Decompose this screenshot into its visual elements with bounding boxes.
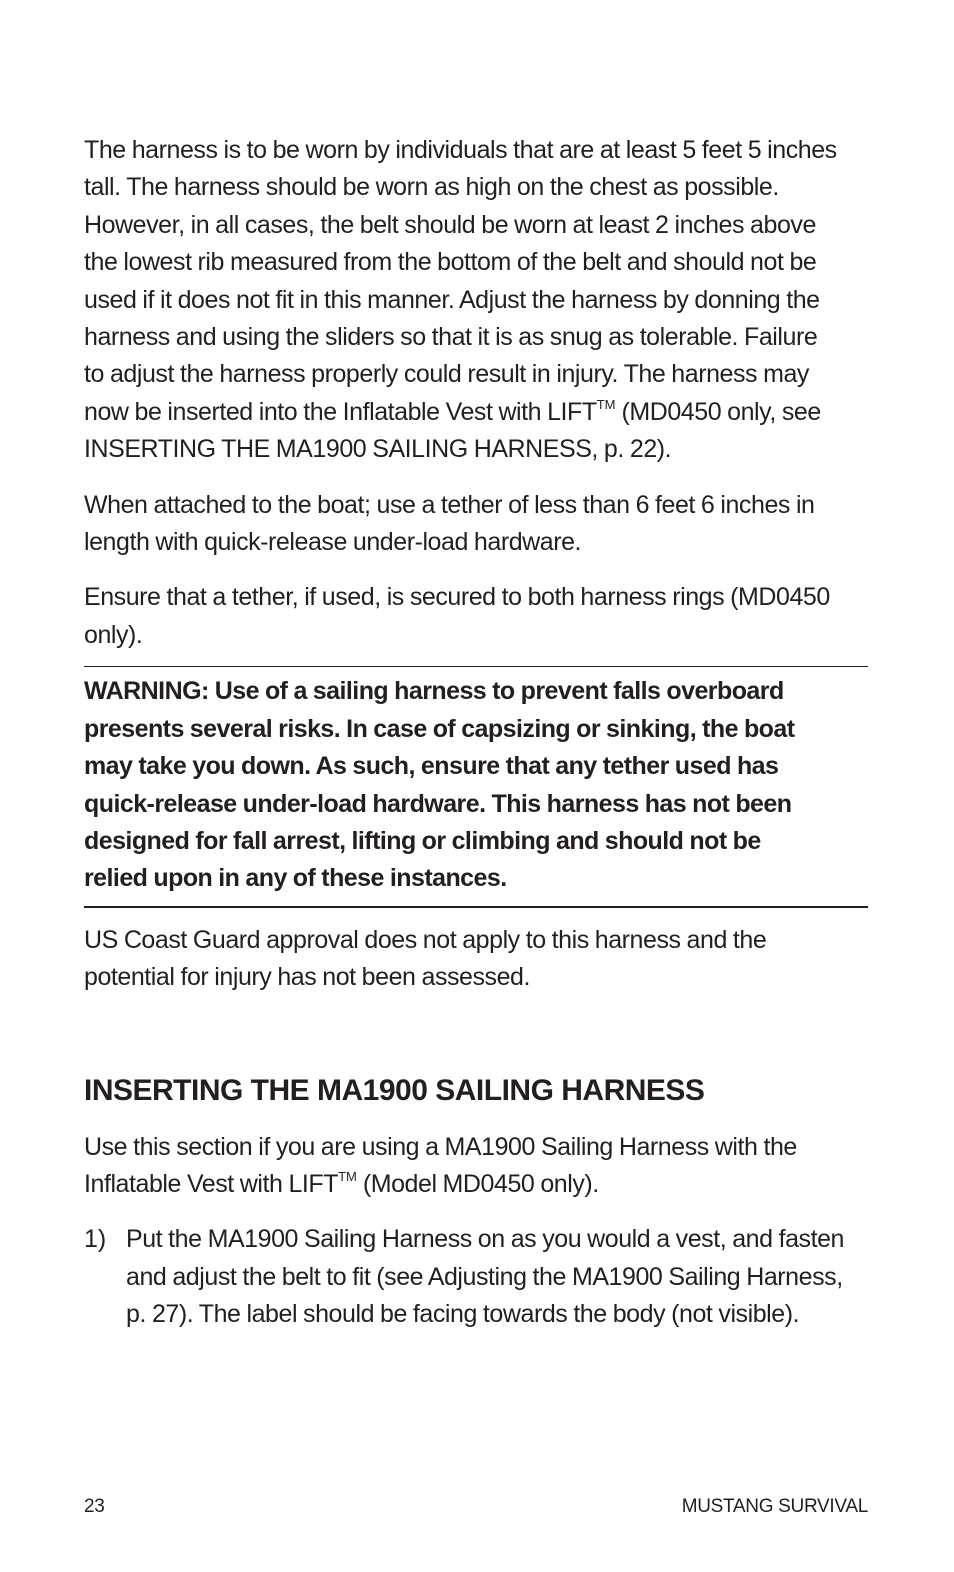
- text-line: When attached to the boat; use a tether of less than 6 feet 6 inches in: [84, 490, 815, 519]
- warning-text: [84, 673, 868, 897]
- paragraph-tether-length: [84, 487, 868, 562]
- text-line: However, in all cases, the belt should be worn at least 2 inches above: [84, 210, 816, 239]
- text-line: may take you down. As such, ensure that any tether used has: [84, 752, 779, 781]
- list-item: [84, 1221, 868, 1333]
- paragraph-coast-guard: [84, 922, 868, 997]
- text-line: US Coast Guard approval does not apply to this harness and the: [84, 925, 767, 954]
- text-line: to adjust the harness properly could result in injury. The harness may: [84, 360, 809, 389]
- text-line: Use this section if you are using a MA1900 Sailing Harness with the: [84, 1132, 797, 1161]
- section-heading: INSERTING THE MA1900 SAILING HARNESS: [84, 1073, 705, 1107]
- text-line: Inflatable Vest with LIFT: [84, 1169, 339, 1198]
- text-line: presents several risks. In case of capsizing or sinking, the boat: [84, 714, 795, 743]
- text-line: WARNING: Use of a sailing harness to prevent falls overboard: [84, 677, 784, 706]
- text-line: quick-release under-load hardware. This harness has not been: [84, 789, 792, 818]
- trademark-mark: TM: [338, 1168, 357, 1184]
- text-line: now be inserted into the Inflatable Vest with LIFT: [84, 397, 597, 426]
- text-line: (MD0450 only, see: [615, 397, 821, 426]
- warning-box: [84, 666, 868, 907]
- page-content: [84, 132, 868, 1334]
- text-line: and adjust the belt to fit (see Adjusting the MA1900 Sailing Harness,: [126, 1262, 843, 1291]
- text-line: INSERTING THE MA1900 SAILING HARNESS, p. 22).: [84, 435, 672, 464]
- text-line: potential for injury has not been assessed.: [84, 963, 530, 992]
- text-line: Put the MA1900 Sailing Harness on as you would a vest, and fasten: [126, 1225, 844, 1254]
- text-line: designed for fall arrest, lifting or climbing and should not be: [84, 826, 761, 855]
- brand-name: MUSTANG SURVIVAL: [681, 1496, 868, 1517]
- text-line: relied upon in any of these instances.: [84, 864, 507, 893]
- trademark-mark: TM: [596, 396, 616, 412]
- step-number: 1): [84, 1225, 107, 1254]
- text-line: harness and using the sliders so that it is as snug as tolerable. Failure: [84, 323, 818, 352]
- text-line: only).: [84, 620, 143, 649]
- page-number: 23: [84, 1496, 105, 1517]
- text-line: the lowest rib measured from the bottom of the belt and should not be: [84, 248, 817, 277]
- page-footer: [84, 1495, 868, 1519]
- paragraph-tether-rings: [84, 579, 868, 654]
- text-line: The harness is to be worn by individuals that are at least 5 feet 5 inches: [84, 136, 837, 164]
- text-line: tall. The harness should be worn as high on the chest as possible.: [84, 173, 779, 202]
- paragraph-harness-fit: [84, 132, 868, 469]
- text-line: p. 27). The label should be facing towards the body (not visible).: [126, 1300, 800, 1329]
- text-line: length with quick-release under-load hardware.: [84, 528, 582, 557]
- step-text: [126, 1221, 868, 1333]
- section-intro: [84, 1129, 868, 1204]
- text-line: Ensure that a tether, if used, is secured to both harness rings (MD0450: [84, 583, 830, 612]
- text-line: used if it does not fit in this manner. Adjust the harness by donning the: [84, 285, 820, 314]
- text-line: (Model MD0450 only).: [356, 1169, 599, 1198]
